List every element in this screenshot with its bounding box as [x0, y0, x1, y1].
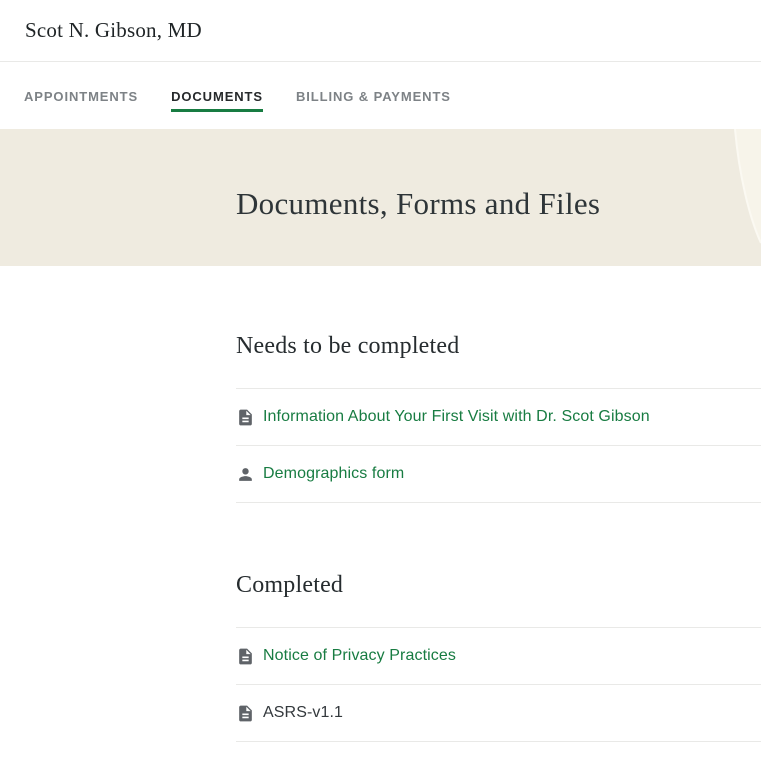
document-link-demographics-form[interactable]: Demographics form: [263, 465, 405, 482]
document-icon: [236, 647, 255, 666]
document-row: [236, 446, 761, 503]
section-heading-completed: Completed: [236, 572, 344, 598]
documents-content: [236, 333, 761, 742]
header: [0, 0, 761, 62]
tab-documents[interactable]: DOCUMENTS: [171, 80, 263, 112]
completed-list: [236, 627, 761, 742]
document-link-first-visit[interactable]: Information About Your First Visit with Dr. Scot Gibson: [263, 408, 650, 425]
document-label-asrs: ASRS-v1.1: [263, 704, 344, 721]
person-icon: [236, 465, 255, 484]
document-icon: [236, 704, 255, 723]
document-row: [236, 685, 761, 742]
document-link-privacy-practices[interactable]: Notice of Privacy Practices: [263, 647, 456, 664]
needs-completion-list: [236, 388, 761, 503]
page-banner: [0, 129, 761, 266]
document-icon: [236, 408, 255, 427]
document-row: [236, 389, 761, 446]
tab-billing-payments[interactable]: BILLING & PAYMENTS: [295, 88, 451, 104]
page-title: Documents, Forms and Files: [236, 186, 601, 221]
section-needs-completion: [236, 333, 761, 503]
section-heading-needs: Needs to be completed: [236, 333, 460, 359]
tab-appointments[interactable]: APPOINTMENTS: [24, 88, 139, 104]
section-completed: [236, 572, 761, 742]
practice-name: Scot N. Gibson, MD: [25, 18, 202, 42]
document-row: [236, 628, 761, 685]
tab-bar: [0, 62, 761, 129]
